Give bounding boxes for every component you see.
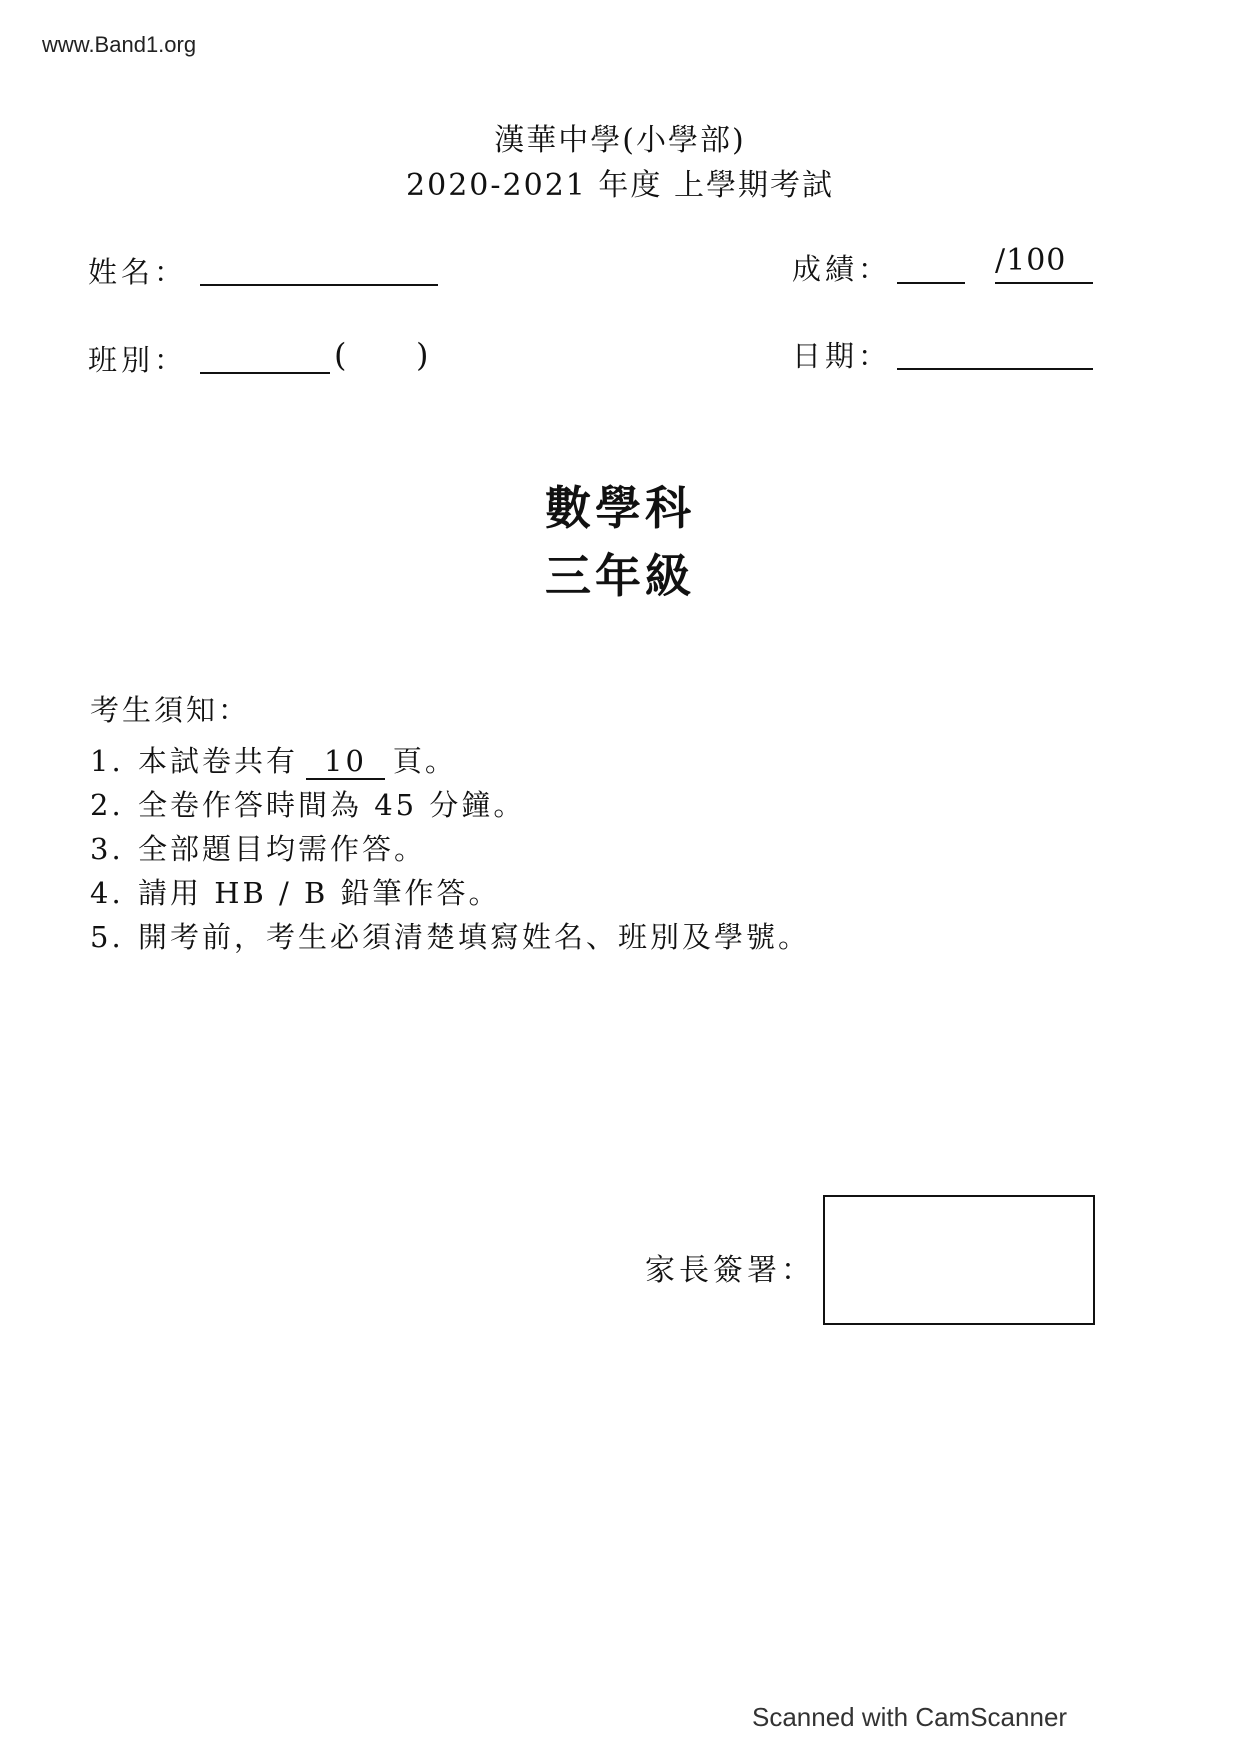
score-blank-line[interactable]	[897, 282, 965, 284]
grade-title: 三年級	[545, 549, 695, 603]
instruction-number: 1.	[90, 744, 124, 778]
instruction-number: 2.	[90, 788, 124, 822]
class-number-bracket-close: )	[416, 336, 429, 374]
parent-signature-box[interactable]	[823, 1195, 1095, 1325]
name-blank-line[interactable]	[200, 284, 438, 286]
class-label: 班別：	[88, 343, 188, 377]
instruction-item	[90, 783, 810, 827]
class-blank-line[interactable]	[200, 372, 330, 374]
scanner-watermark: Scanned with CamScanner	[752, 1702, 1068, 1732]
name-label: 姓名：	[88, 255, 188, 289]
score-total-underline	[995, 282, 1093, 284]
date-blank-line[interactable]	[897, 368, 1093, 370]
instruction-text: 頁。	[392, 744, 457, 778]
exam-title: 2020-2021 年度 上學期考試	[406, 168, 834, 203]
date-label: 日期：	[792, 339, 892, 373]
instruction-text: 全卷作答時間為 45 分鐘。	[138, 788, 526, 822]
class-number-bracket-open: (	[334, 336, 347, 374]
instructions	[90, 688, 810, 959]
instruction-text: 本試卷共有	[138, 744, 299, 778]
parent-signature-label: 家長簽署：	[645, 1253, 815, 1288]
instruction-text: 全部題目均需作答。	[138, 832, 427, 866]
instruction-number: 4.	[90, 876, 124, 910]
watermark-url: www.Band1.org	[42, 32, 197, 57]
score-label: 成績：	[792, 252, 892, 286]
instruction-item	[90, 871, 810, 915]
instructions-heading: 考生須知：	[90, 693, 251, 727]
subject-title: 數學科	[545, 481, 695, 535]
instruction-number: 5.	[90, 920, 124, 954]
instruction-text: 開考前，考生必須清楚填寫姓名、班別及學號。	[138, 920, 811, 954]
instruction-number: 3.	[90, 832, 124, 866]
score-total: /100	[995, 243, 1067, 278]
page-count-value: 10	[306, 744, 385, 780]
instruction-item	[90, 827, 810, 871]
instruction-text: 請用 HB / B 鉛筆作答。	[138, 876, 501, 910]
instruction-item	[90, 739, 810, 783]
school-name: 漢華中學(小學部)	[494, 123, 746, 158]
instruction-item	[90, 915, 810, 959]
